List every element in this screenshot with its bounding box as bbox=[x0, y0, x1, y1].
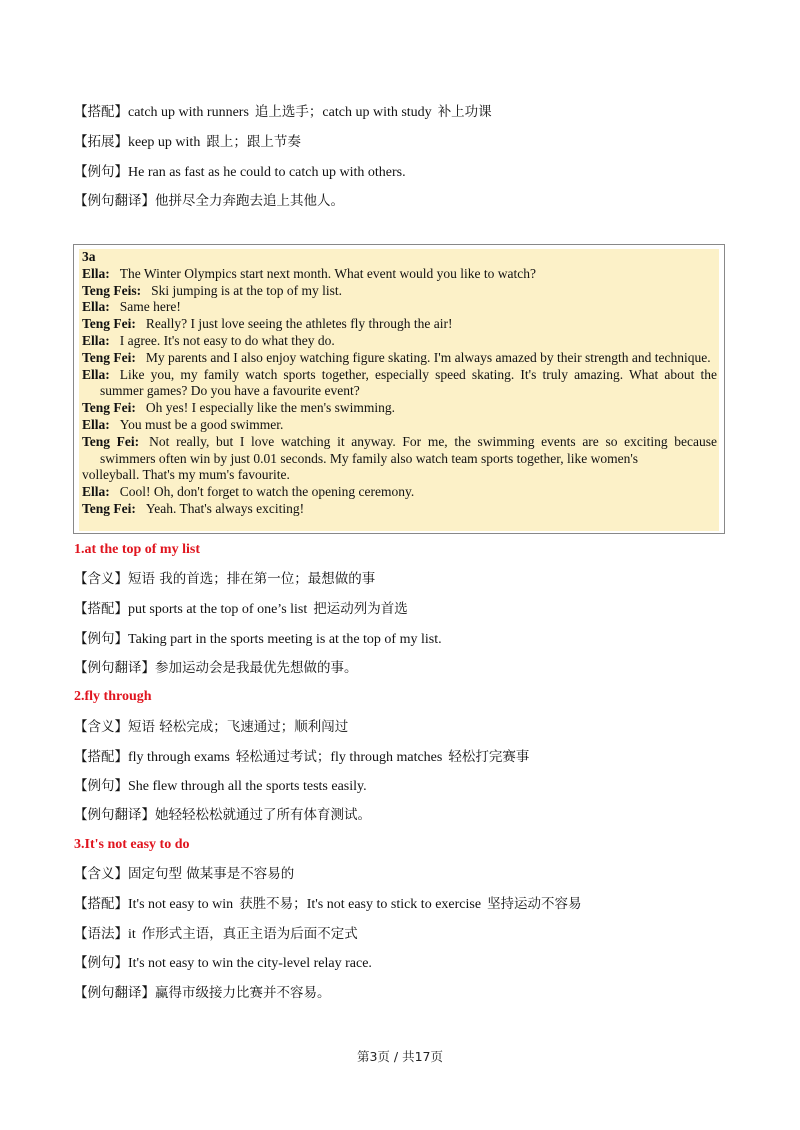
entry-example bbox=[74, 630, 740, 649]
entry-chinese: 短语 我的首选；排在第一位；最想做的事 bbox=[128, 571, 376, 587]
speaker-name: Teng Fei: bbox=[82, 433, 140, 449]
entry-chinese: 轻松通过考试； bbox=[235, 749, 331, 765]
entry-chinese-2: 轻松打完赛事 bbox=[448, 749, 530, 765]
entry-collocation bbox=[74, 600, 740, 619]
dialogue-line bbox=[82, 333, 717, 350]
entry-english: It's not easy to win the city-level relay race. bbox=[128, 956, 372, 971]
entry-english: put sports at the top of one’s list bbox=[128, 602, 308, 617]
speaker-name: Teng Fei: bbox=[82, 400, 136, 416]
entry-example-translation bbox=[74, 192, 740, 211]
entry-tag: 【语法】 bbox=[74, 926, 128, 942]
dialogue-line bbox=[82, 434, 717, 468]
section-heading: 2.fly through bbox=[74, 689, 152, 704]
entry-chinese: 短语 轻松完成；飞速通过；顺利闯过 bbox=[128, 719, 349, 735]
entry-extension bbox=[74, 133, 740, 152]
entry-tag: 【含义】 bbox=[74, 866, 128, 882]
dialogue-line bbox=[82, 299, 717, 316]
speaker-name: Ella: bbox=[82, 265, 110, 281]
entry-grammar bbox=[74, 925, 740, 944]
entry-chinese: 固定句型 做某事是不容易的 bbox=[128, 866, 295, 882]
section-heading: 1.at the top of my list bbox=[74, 542, 200, 557]
dialogue-content bbox=[79, 249, 719, 531]
entry-meaning bbox=[74, 570, 740, 589]
entry-tag: 【例句】 bbox=[74, 631, 128, 647]
dialogue-text: Not really, but I love watching it anyway. For me, the swimming events are so exciting because swimmers often win by just 0.01 seconds. My family also watch team sports together, like women's bbox=[100, 433, 717, 466]
entry-english: He ran as fast as he could to catch up with others. bbox=[128, 165, 406, 180]
speaker-name: Ella: bbox=[82, 416, 110, 432]
entry-chinese: 参加运动会是我最优先想做的事。 bbox=[155, 660, 358, 676]
entry-chinese-2: 补上功课 bbox=[437, 104, 492, 120]
dialogue-line bbox=[82, 400, 717, 417]
dialogue-text: Like you, my family watch sports together, especially speed skating. It's truly amazing. What about the summer games? Do you have a favourite event? bbox=[100, 366, 717, 399]
entry-chinese: 跟上；跟上节奏 bbox=[206, 134, 301, 150]
entry-tag: 【搭配】 bbox=[74, 749, 128, 765]
entry-chinese: 作形式主语，真正主语为后面不定式 bbox=[141, 926, 358, 942]
dialogue-text: Ski jumping is at the top of my list. bbox=[151, 282, 343, 298]
dialogue-text: I agree. It's not easy to do what they do. bbox=[119, 332, 335, 348]
entry-tag: 【拓展】 bbox=[74, 134, 128, 150]
entry-english: It's not easy to win bbox=[128, 897, 234, 912]
dialogue-text: Really? I just love seeing the athletes fly through the air! bbox=[145, 316, 453, 332]
entry-example-translation bbox=[74, 806, 740, 825]
entry-meaning bbox=[74, 865, 740, 884]
entry-tag: 【例句翻译】 bbox=[74, 193, 155, 209]
entry-chinese: 她轻轻松松就通过了所有体育测试。 bbox=[155, 807, 371, 823]
entry-tag: 【含义】 bbox=[74, 571, 128, 587]
speaker-name: Ella: bbox=[82, 484, 110, 500]
entry-tag: 【例句】 bbox=[74, 164, 128, 180]
entry-meaning bbox=[74, 718, 740, 737]
entry-tag: 【含义】 bbox=[74, 719, 128, 735]
entry-english-2: It's not easy to stick to exercise bbox=[306, 897, 482, 912]
speaker-name: Teng Fei: bbox=[82, 316, 136, 332]
entry-collocation bbox=[74, 748, 740, 767]
dialogue-line bbox=[82, 417, 717, 434]
entry-english-2: catch up with study bbox=[322, 105, 432, 120]
entry-chinese-2: 坚持运动不容易 bbox=[487, 896, 582, 912]
entry-english: fly through exams bbox=[128, 750, 230, 765]
entry-example bbox=[74, 163, 740, 182]
dialogue-line bbox=[82, 501, 717, 518]
entry-english: keep up with bbox=[128, 135, 201, 150]
entry-english: Taking part in the sports meeting is at the top of my list. bbox=[128, 632, 442, 647]
entry-tag: 【例句】 bbox=[74, 955, 128, 971]
entry-collocation bbox=[74, 103, 740, 122]
entry-english-2: fly through matches bbox=[330, 750, 443, 765]
dialogue-line bbox=[82, 316, 717, 333]
dialogue-text: You must be a good swimmer. bbox=[119, 416, 284, 432]
dialogue-text: Cool! Oh, don't forget to watch the opening ceremony. bbox=[119, 484, 415, 500]
dialogue-text: volleyball. That's my mum's favourite. bbox=[82, 467, 290, 483]
entry-example-translation bbox=[74, 659, 740, 678]
entry-chinese: 赢得市级接力比赛并不容易。 bbox=[155, 985, 331, 1001]
entry-tag: 【例句】 bbox=[74, 778, 128, 794]
speaker-name: Ella: bbox=[82, 332, 110, 348]
entry-english: it bbox=[128, 927, 136, 942]
dialogue-text: My parents and I also enjoy watching figure skating. I'm always amazed by their strength and technique. bbox=[145, 349, 711, 365]
dialogue-box bbox=[73, 244, 725, 534]
page-number: 第3页 / 共17页 bbox=[356, 1049, 444, 1064]
dialogue-line bbox=[82, 283, 717, 300]
dialogue-line bbox=[82, 266, 717, 283]
speaker-name: Teng Fei: bbox=[82, 500, 136, 516]
entry-tag: 【搭配】 bbox=[74, 104, 128, 120]
speaker-name: Ella: bbox=[82, 299, 110, 315]
dialogue-title: 3a bbox=[82, 249, 96, 264]
dialogue-text: The Winter Olympics start next month. What event would you like to watch? bbox=[119, 265, 537, 281]
entry-collocation bbox=[74, 895, 740, 914]
entry-tag: 【例句翻译】 bbox=[74, 985, 155, 1001]
entry-example bbox=[74, 777, 740, 796]
section-heading: 3.It's not easy to do bbox=[74, 837, 190, 852]
entry-tag: 【例句翻译】 bbox=[74, 660, 155, 676]
speaker-name: Ella: bbox=[82, 366, 110, 382]
entry-chinese: 他拼尽全力奔跑去追上其他人。 bbox=[155, 193, 344, 209]
entry-chinese: 把运动列为首选 bbox=[313, 601, 408, 617]
entry-english: She flew through all the sports tests easily. bbox=[128, 779, 367, 794]
entry-example bbox=[74, 954, 740, 973]
entry-tag: 【搭配】 bbox=[74, 601, 128, 617]
speaker-name: Teng Fei: bbox=[82, 349, 136, 365]
entry-chinese: 获胜不易； bbox=[239, 896, 307, 912]
dialogue-line bbox=[82, 367, 717, 401]
entry-example-translation bbox=[74, 984, 740, 1003]
dialogue-line bbox=[82, 350, 717, 367]
dialogue-line bbox=[82, 484, 717, 501]
dialogue-text: Yeah. That's always exciting! bbox=[145, 500, 305, 516]
entry-tag: 【例句翻译】 bbox=[74, 807, 155, 823]
speaker-name: Teng Feis: bbox=[82, 282, 142, 298]
dialogue-text: Oh yes! I especially like the men's swimming. bbox=[145, 400, 396, 416]
entry-english: catch up with runners bbox=[128, 105, 249, 120]
dialogue-line bbox=[82, 467, 717, 484]
entry-tag: 【搭配】 bbox=[74, 896, 128, 912]
dialogue-text: Same here! bbox=[119, 299, 181, 315]
entry-chinese: 追上选手； bbox=[254, 104, 323, 120]
